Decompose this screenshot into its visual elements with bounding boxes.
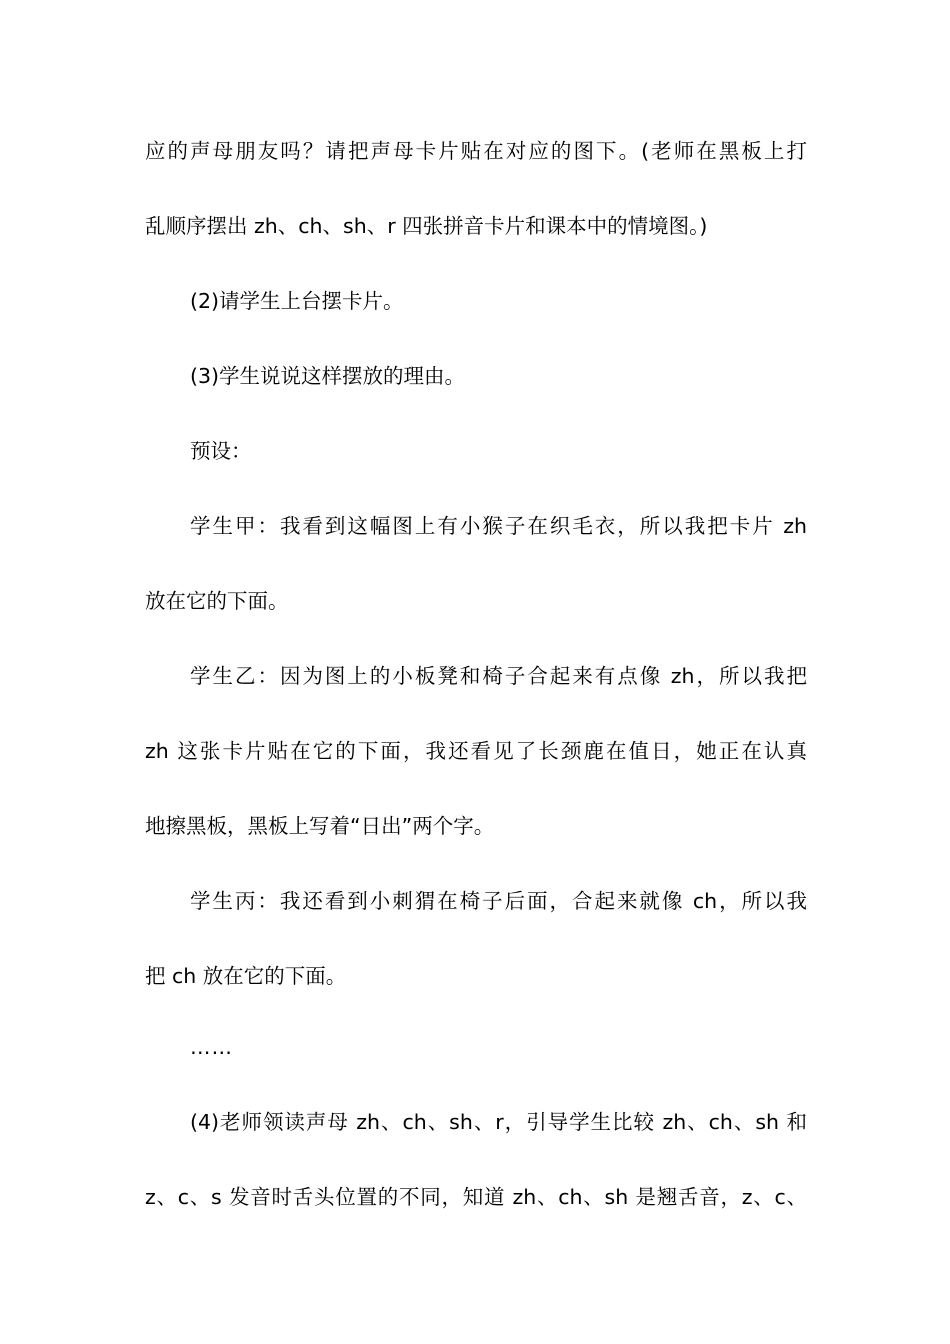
student-a-line-1: 学生甲：我看到这幅图上有小猴子在织毛衣，所以我把卡片 zh [190, 514, 807, 538]
step-4-line-2: z、c、s 发音时舌头位置的不同，知道 zh、ch、sh 是翘舌音，z、c、 [145, 1185, 807, 1209]
ellipsis-line: …… [190, 1035, 233, 1059]
step-4-line-1: (4)老师领读声母 zh、ch、sh、r，引导学生比较 zh、ch、sh 和 [190, 1110, 807, 1134]
student-c-line-1: 学生丙：我还看到小刺猬在椅子后面，合起来就像 ch，所以我 [190, 889, 807, 913]
step-2-line: (2)请学生上台摆卡片。 [190, 289, 404, 313]
student-b-line-2: zh 这张卡片贴在它的下面，我还看见了长颈鹿在值日，她正在认真 [145, 739, 807, 763]
paragraph-line-1: 应的声母朋友吗？请把声母卡片贴在对应的图下。(老师在黑板上打 [145, 139, 807, 163]
step-3-line: (3)学生说说这样摆放的理由。 [190, 364, 466, 388]
paragraph-line-2: 乱顺序摆出 zh、ch、sh、r 四张拼音卡片和课本中的情境图。) [145, 214, 708, 238]
student-a-line-2: 放在它的下面。 [145, 589, 289, 613]
student-b-line-1: 学生乙：因为图上的小板凳和椅子合起来有点像 zh，所以我把 [190, 664, 807, 688]
student-b-line-3: 地擦黑板，黑板上写着“日出”两个字。 [145, 814, 495, 838]
student-c-line-2: 把 ch 放在它的下面。 [145, 964, 347, 988]
preset-heading: 预设： [190, 439, 252, 463]
